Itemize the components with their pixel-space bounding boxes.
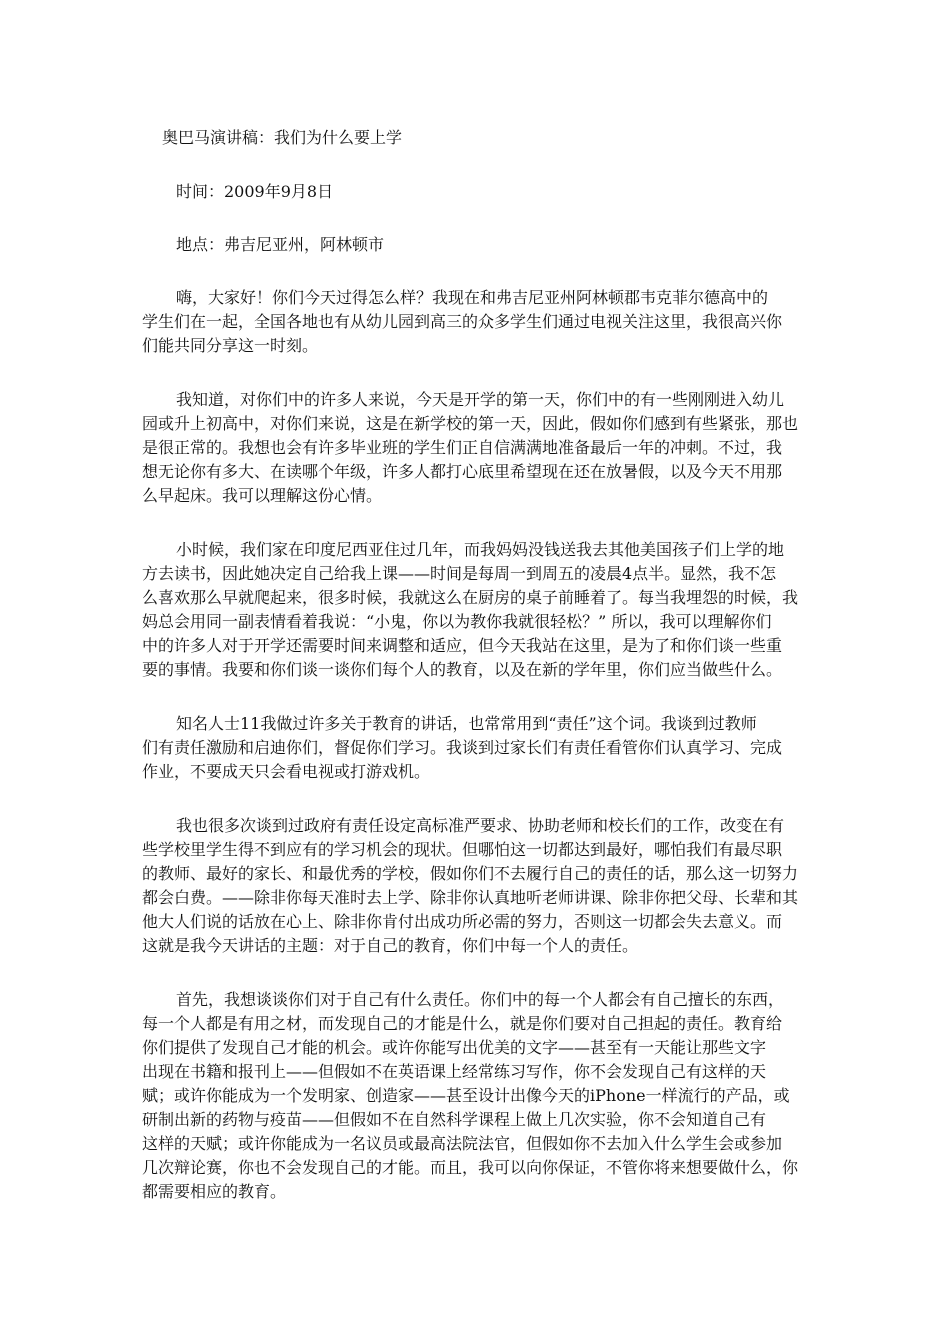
text-line: 每一个人都是有用之材，而发现自己的才能是什么，就是你们要对自己担起的责任。教育给 <box>142 1014 783 1033</box>
text-line: 赋；或许你能成为一个发明家、创造家——甚至设计出像今天的iPhone一样流行的产品，或 <box>142 1086 790 1105</box>
text-line: 么喜欢那么早就爬起来，很多时候，我就这么在厨房的桌子前睡着了。每当我埋怨的时候，我 <box>142 588 799 607</box>
paragraph-talents <box>142 988 810 1204</box>
text-line: 这就是我今天讲话的主题：对于自己的教育，你们中每一个人的责任。 <box>142 936 639 955</box>
document-title: 奥巴马演讲稿：我们为什么要上学 <box>162 128 403 147</box>
text-line: 你们提供了发现自己才能的机会。或许你能写出优美的文字——甚至有一天能让那些文字 <box>142 1038 767 1057</box>
text-line: 他大人们说的话放在心上、除非你肯付出成功所必需的努力，否则这一切都会失去意义。而 <box>142 912 783 931</box>
text-line: 研制出新的药物与疫苗——但假如不在自然科学课程上做上几次实验，你不会知道自己有 <box>142 1110 767 1129</box>
text-line: 都会白费。——除非你每天准时去上学、除非你认真地听老师讲课、除非你把父母、长辈和其 <box>142 888 799 907</box>
text-line: 知名人士11我做过许多关于教育的讲话，也常常用到“责任”这个词。我谈到过教师 <box>176 714 757 733</box>
text-line: 的教师、最好的家长、和最优秀的学校，假如你们不去履行自己的责任的话，那么这一切努力 <box>142 864 799 883</box>
text-line: 出现在书籍和报刊上——但假如不在英语课上经常练习写作，你不会发现自己有这样的天 <box>142 1062 767 1081</box>
text-line: 几次辩论赛，你也不会发现自己的才能。而且，我可以向你保证，不管你将来想要做什么，你 <box>142 1158 799 1177</box>
text-line: 妈总会用同一副表情看着我说：“小鬼，你以为教你我就很轻松？” 所以，我可以理解你们 <box>142 612 772 631</box>
text-line: 些学校里学生得不到应有的学习机会的现状。但哪怕这一切都达到最好，哪怕我们有最尽职 <box>142 840 783 859</box>
text-line: 我也很多次谈到过政府有责任设定高标准严要求、协助老师和校长们的工作，改变在有 <box>176 816 785 835</box>
text-line: 方去读书，因此她决定自己给我上课——时间是每周一到周五的凌晨4点半。显然，我不怎 <box>142 564 777 583</box>
text-line: 学生们在一起，全国各地也有从幼儿园到高三的众多学生们通过电视关注这里，我很高兴你 <box>142 312 783 331</box>
document-body <box>142 126 810 1204</box>
paragraph-childhood <box>142 538 810 682</box>
paragraph-first-day <box>142 388 810 508</box>
text-line: 我知道，对你们中的许多人来说，今天是开学的第一天，你们中的有一些刚刚进入幼儿 <box>176 390 785 409</box>
text-line: 小时候，我们家在印度尼西亚住过几年，而我妈妈没钱送我去其他美国孩子们上学的地 <box>176 540 785 559</box>
speech-place: 地点：弗吉尼亚州，阿林顿市 <box>176 235 385 254</box>
text-line: 作业，不要成天只会看电视或打游戏机。 <box>142 762 431 781</box>
paragraph-greeting <box>142 286 810 358</box>
text-line: 想无论你有多大、在读哪个年级，许多人都打心底里希望现在还在放暑假，以及今天不用那 <box>142 462 783 481</box>
text-line: 都需要相应的教育。 <box>142 1182 287 1201</box>
text-line: 园或升上初高中，对你们来说，这是在新学校的第一天，因此，假如你们感到有些紧张，那也 <box>142 414 799 433</box>
paragraph-government <box>142 814 810 958</box>
text-line: 这样的天赋；或许你能成为一名议员或最高法院法官，但假如你不去加入什么学生会或参加 <box>142 1134 783 1153</box>
text-line: 们能共同分享这一时刻。 <box>142 336 319 355</box>
speech-time: 时间：2009年9月8日 <box>176 182 334 201</box>
text-line: 要的事情。我要和你们谈一谈你们每个人的教育，以及在新的学年里，你们应当做些什么。 <box>142 660 783 679</box>
paragraph-responsibility <box>142 712 810 784</box>
text-line: 们有责任激励和启迪你们，督促你们学习。我谈到过家长们有责任看管你们认真学习、完成 <box>142 738 783 757</box>
text-line: 么早起床。我可以理解这份心情。 <box>142 486 383 505</box>
text-line: 中的许多人对于开学还需要时间来调整和适应，但今天我站在这里，是为了和你们谈一些重 <box>142 636 783 655</box>
text-line: 首先，我想谈谈你们对于自己有什么责任。你们中的每一个人都会有自己擅长的东西， <box>176 990 785 1009</box>
text-line: 嗨，大家好！你们今天过得怎么样？我现在和弗吉尼亚州阿林顿郡韦克菲尔德高中的 <box>176 288 769 307</box>
text-line: 是很正常的。我想也会有许多毕业班的学生们正自信满满地准备最后一年的冲刺。不过，我 <box>142 438 783 457</box>
